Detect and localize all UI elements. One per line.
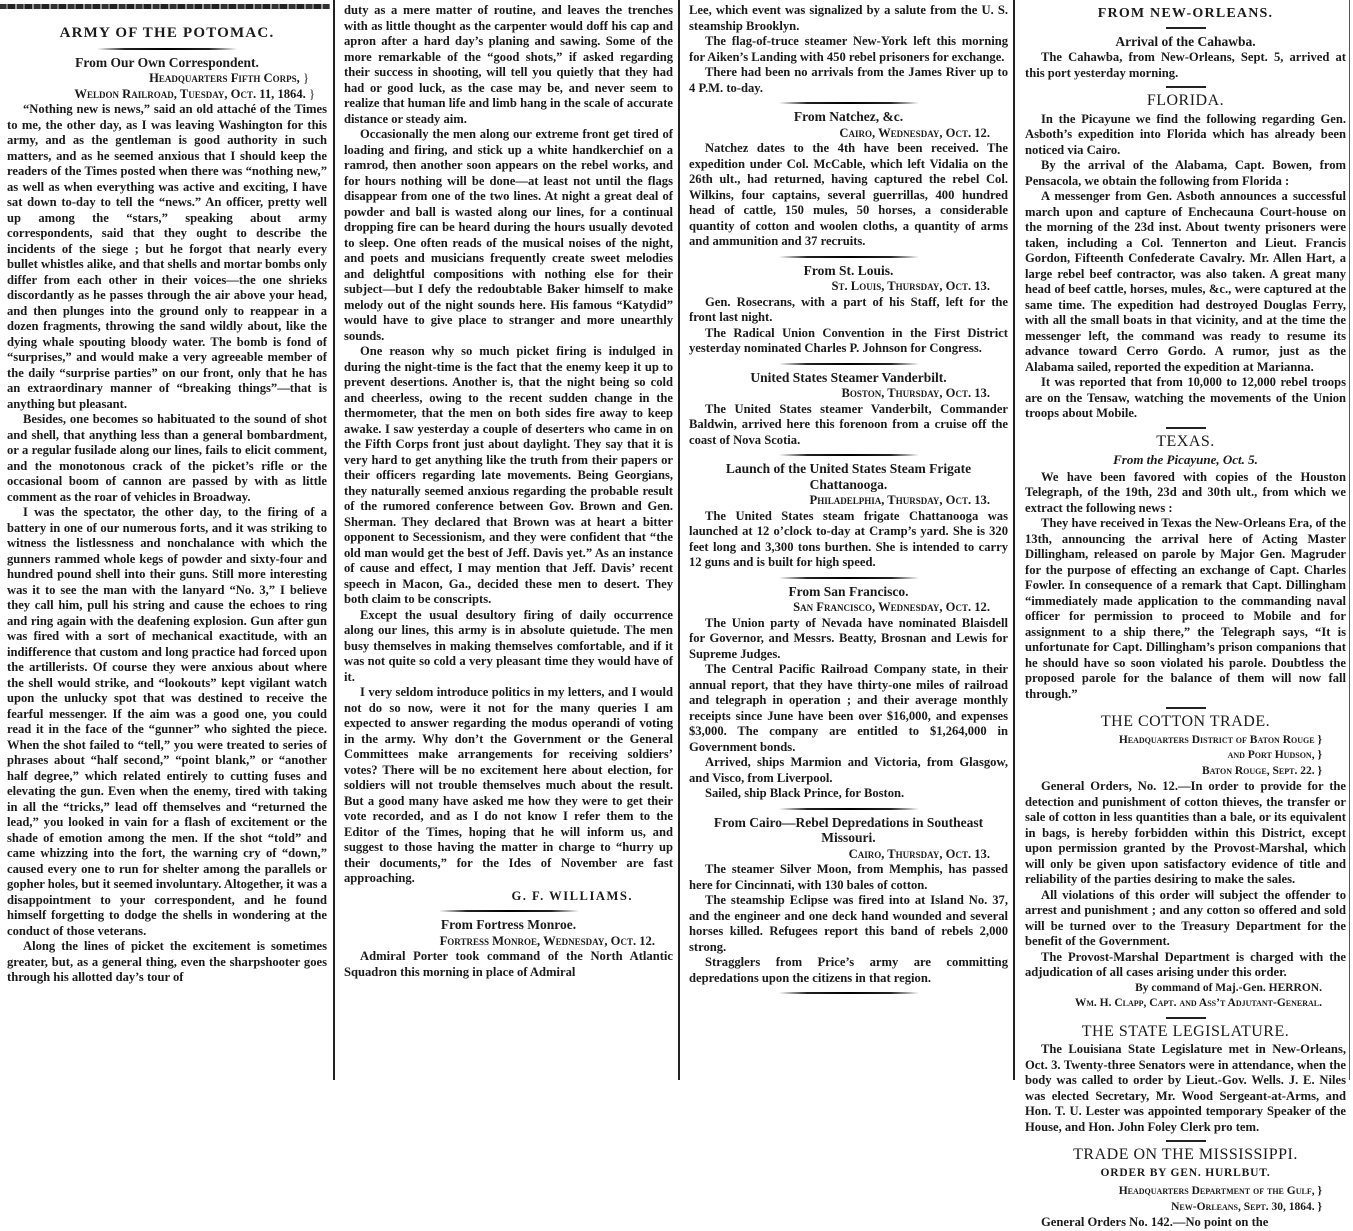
paragraph: The United States steam frigate Chattanooga was launched at 12 o’clock to-day at Cramp’s yard. She is 320 feet long and 3,300 tons burthen. She is intended to carry 12 guns and is built for high speed.: [689, 508, 1008, 569]
section-title: Arrival of the Cahawba.: [1115, 33, 1256, 49]
paragraph: All violations of this order will subject the offender to arrest and punishment ; and any cotton so offered and sold will be turned over to the Treasury Department for the benefit of the Government.: [1025, 887, 1346, 948]
section-title: THE STATE LEGISLATURE.: [1081, 1022, 1290, 1040]
paragraph: The Radical Union Convention in the First District yesterday nominated Charles P. Johnson for Congress.: [689, 325, 1008, 355]
paragraph: Lee, which event was signalized by a salute from the U. S. steamship Brooklyn.: [689, 3, 1008, 33]
ornamental-dash: [779, 256, 919, 258]
paragraph: Along the lines of picket the excitement is sometimes greater, but, as a general thing, even the sharpshooter goes through his allotted day’s tour of: [7, 939, 327, 984]
dateline-line-1: Headquarters Fifth Corps,: [149, 71, 300, 85]
section-title: Launch of the United States Steam Frigate Chattanooga.: [725, 461, 972, 492]
ornamental-dash: [779, 454, 919, 456]
paragraph: Admiral Porter took command of the North Atlantic Squadron this morning in place of Admiral: [344, 949, 673, 979]
ornamental-dash: [1166, 27, 1206, 29]
ornamental-dash: [779, 363, 919, 365]
dateline: Philadelphia, Thursday, Oct. 13.: [809, 493, 990, 507]
paragraph: The steamer Silver Moon, from Memphis, has passed here for Cincinnati, with 130 bales of cotton.: [689, 862, 1008, 892]
dateline: Headquarters Fifth Corps, }: [149, 71, 309, 85]
paragraph: Sailed, ship Black Prince, for Boston.: [705, 786, 905, 800]
ornamental-dash: [1166, 707, 1206, 709]
paragraph: The steamship Eclipse was fired into at Island No. 37, and the engineer and one deck hand wounded and several horses killed. Refugees report this band of rebels 2,000 strong.: [689, 893, 1008, 954]
ornamental-dash: [97, 48, 237, 50]
article-headline: FROM NEW-ORLEANS.: [1097, 6, 1274, 21]
section-title: TEXAS.: [1156, 432, 1215, 450]
paragraph: Gen. Rosecrans, with a part of his Staff, left for the front last night.: [689, 294, 1008, 324]
section-title: From San Francisco.: [788, 583, 909, 599]
paragraph: The Central Pacific Railroad Company state, in their annual report, that they have thirty-one miles of railroad and telegraph in operation ; and their average monthly receipts since June have been over $16,000, and expenses $3,000. The company are entitled to $1,264,000 in Government bonds.: [689, 662, 1008, 754]
paragraph: I very seldom introduce politics in my letters, and I would not do so now, were it not for the many queries I am expected to answer regarding the modus operandi of voting in the army. Why don’t the Government or the General Committees make arrangements for receiving soldiers’ votes? There will be no excitement here about election, for soldiers will not trouble themselves much about the result. But a good many have asked me how they were to get their vote recorded, and as I do not know I refer them to the Editor of the Times, hoping that he will inform us, and suggest to those having the matter in charge to “hurry up their documents,” for the Ides of November are fast approaching.: [344, 685, 673, 885]
paragraph: The flag-of-truce steamer New-York left this morning for Aiken’s Landing with 450 rebel prisoners for exchange.: [689, 34, 1008, 64]
paragraph: The Union party of Nevada have nominated Blaisdell for Governor, and Messrs. Beatty, Brosnan and Lewis for Supreme Judges.: [689, 615, 1008, 661]
dateline: San Francisco, Wednesday, Oct. 12.: [793, 600, 990, 614]
paragraph: There had been no arrivals from the James River up to 4 P.M. to-day.: [689, 65, 1008, 95]
paragraph: Except the usual desultory firing of daily occurrence along our lines, this army is in absolute quietude. The men busy themselves in making themselves comfortable, and if it was not quite so cold a very pleasant time they would have of it.: [344, 607, 673, 684]
ornamental-dash: [1166, 1140, 1206, 1142]
paragraph: The Louisiana State Legislature met in New-Orleans, Oct. 3. Twenty-three Senators were in attendance, when the body was called to order by Lieut.-Gov. Wells. J. E. Niles was elected Secretary, Mr. Wood Sergeant-at-Arms, and Hon. T. U. Lester was appointed temporary Speaker of the House, and Hon. John Foley Clerk pro tem.: [1025, 1042, 1346, 1134]
paragraph: Besides, one becomes so habituated to the sound of shot and shell, that anything less than a general bombardment, or a regular fusilade along our lines, fails to elicit comment, and the monotonous crack of the picket’s rifle or the occasional boom of cannon are passed by with as little comment as the roar of vehicles in Broadway.: [7, 412, 327, 504]
column-army-continued: [337, 0, 680, 1080]
paragraph: Natchez dates to the 4th have been received. The expedition under Col. McCable, which left Vidalia on the 26th ult., had returned, having captured the rebel Col. Wilkins, four captains, several guerrillas, 400 hundred head of cattle, 150 mules, 50 horses, a considerable quantity of cotton and woolen cloths, a quantity of arms and ammunition and 37 recruits.: [689, 141, 1008, 248]
dateline: Weldon Railroad, Tuesday, Oct. 11, 1864. }: [74, 86, 315, 101]
headquarters-line: and Port Hudson, }: [1227, 749, 1322, 761]
hq-line-1: Headquarters District of Baton Rouge: [1118, 733, 1315, 746]
headquarters-line: Headquarters District of Baton Rouge }: [1118, 733, 1322, 746]
paragraph: One reason why so much picket firing is indulged in during the night-time is the fact that the enemy keep it up to prevent desertions. Another is, that the night being so cold and cheerless, owing to the recent sudden change in the thermometer, that the men on both sides fire away to keep awake. I saw yesterday a couple of deserters who came in on the Fifth Corps front just about daylight. They say that it is very hard to get anything like the truth from their papers or their officers regarding late movements. Being Georgians, they naturally seemed anxious regarding the probable result of the rumored conference between Gov. Brown and Gen. Sherman. They declared that Brown was at heart a bitter opponent to Secessionism, and they were confident that “the old man would get the best of Jeff. Davis yet.” As an instance of cause and effect, I may mention that Jeff. Davis’ recent speech in Macon, Ga., decided these men to desert. They both claim to be conscripts.: [344, 344, 673, 606]
dateline: Cairo, Wednesday, Oct. 12.: [839, 125, 990, 140]
dateline-line-2: Weldon Railroad, Tuesday, Oct. 11, 1864.: [74, 86, 306, 101]
paragraph: The Cahawba, from New-Orleans, Sept. 5, arrived at this port yesterday morning.: [1025, 50, 1346, 80]
paragraph: General Orders No. 142.—No point on the: [1041, 1215, 1269, 1229]
paragraph: duty as a mere matter of routine, and leaves the trenches with as little thought as the carpenter would doff his cap and apron after a hard day’s planing and sawing. Some of the more remarkable of the “good shots,” if asked regarding their success in shooting, will tell you quietly that they had had or good luck, as the case may be, and never seem to realize that human life and limb hang in the scale of accurate distance or steady aim.: [344, 3, 673, 126]
hq-line-3: Baton Rouge, Sept. 22.: [1201, 764, 1315, 777]
paragraph: Arrived, ships Marmion and Victoria, from Glasgow, and Visco, from Liverpool.: [689, 755, 1008, 785]
section-subtitle: ORDER BY GEN. HURLBUT.: [1100, 1166, 1271, 1179]
dateline: Boston, Thursday, Oct. 13.: [841, 386, 990, 400]
article-byline: From Our Own Correspondent.: [75, 54, 259, 70]
ornamental-dash: [779, 992, 919, 994]
ornamental-dash: [1166, 1017, 1206, 1019]
ornamental-dash: [779, 102, 919, 104]
section-title: United States Steamer Vanderbilt.: [750, 369, 947, 385]
hq-line-2: New-Orleans, Sept. 30, 1864.: [1171, 1200, 1315, 1213]
column-dispatches: [682, 0, 1015, 1080]
command-line: By command of Maj.-Gen. HERRON.: [1135, 981, 1322, 994]
dateline: St. Louis, Thursday, Oct. 13.: [831, 279, 990, 293]
column-from-new-orleans: [1018, 0, 1353, 1229]
paragraph: The United States steamer Vanderbilt, Commander Baldwin, arrived here this forenoon from a cruise off the coast of Nova Scotia.: [689, 401, 1008, 447]
paragraph: Stragglers from Price’s army are committing depredations upon the citizens in that region.: [689, 955, 1008, 985]
signature: G. F. WILLIAMS.: [511, 888, 633, 903]
section-title: From St. Louis.: [803, 262, 894, 278]
column-army-of-the-potomac: [0, 0, 334, 1080]
paragraph: It was reported that from 10,000 to 12,000 rebel troops are on the Tensaw, watching the movements of the Union troops about Mobile.: [1025, 375, 1346, 420]
section-title: From Cairo—Rebel Depredations in Southeast Missouri.: [713, 814, 984, 845]
paragraph: Occasionally the men along our extreme front get tired of loading and firing, and stick up a white handkerchief on a ramrod, then another soon appears on the rebel works, and for hours nothing will be done—at least not until the flags disappear from one of the two lines. At night a great deal of powder and ball is wasted along our lines, for a continual dropping fire can be heard during the hours usually devoted to sleep. One often reads of the musical noises of the night, and poets and musicians frequently create sweet melodies and delightful compositions with nothing else for their subject—but I defy the redoubtable Baker himself to make melody out of the night sounds here. His famous “Katydid” would have to give place to stranger and more unearthly sounds.: [344, 127, 673, 343]
section-title: THE COTTON TRADE.: [1100, 713, 1271, 730]
paragraph: A messenger from Gen. Asboth announces a successful march upon and capture of Enchecauna Court-house on the morning of the 23d inst. About twenty prisoners were taken, including a Col. Tennerton and Lieut. Francis Gordon, Fifteenth Confederate Cavalry. Mr. Allen Hart, a large rebel beef contractor, was also taken. A great many head of beef cattle, horses, mules, &c., were captured at the same time. The expedition had destroyed Douglas Ferry, with all the small boats in that vicinity, and at the time the messenger left, the command was ready to resume its advance toward Cerro Gordo. A rumor, just as the Alabama sailed, reported the expedition at Marianna.: [1025, 189, 1346, 374]
paragraph: In the Picayune we find the following regarding Gen. Asboth’s expedition into Florida which has already been noticed via Cairo.: [1025, 111, 1346, 157]
section-title: FLORIDA.: [1146, 92, 1225, 109]
hq-line-2: and Port Hudson,: [1227, 749, 1315, 761]
command-line: Wm. H. Clapp, Capt. and Ass’t Adjutant-General.: [1074, 997, 1322, 1009]
section-source: From the Picayune, Oct. 5.: [1113, 452, 1258, 467]
ornamental-dash: [779, 808, 919, 810]
paragraph: General Orders, No. 12.—In order to provide for the detection and punishment of cotton thieves, the transfer or sale of cotton in less quantities than a bale, or its equivalent in bags, is hereby forbidden within this District, except upon permission granted by the Provost-Marshal, which will only be given upon satisfactory evidence of title and reliability of the parties desiring to make the sales.: [1025, 779, 1346, 886]
headquarters-line: New-Orleans, Sept. 30, 1864. }: [1171, 1200, 1322, 1213]
ornamental-dash: [1166, 427, 1206, 429]
paragraph: We have been favored with copies of the Houston Telegraph, of the 19th, 23d and 30th ult., from which we extract the following news :: [1025, 469, 1346, 515]
section-title: TRADE ON THE MISSISSIPPI.: [1073, 1146, 1298, 1163]
headquarters-line: Headquarters Department of the Gulf, }: [1118, 1185, 1322, 1197]
paragraph: “Nothing new is news,” said an old attaché of the Times to me, the other day, as I was leaving Washington for this army, and as the gentleman is good authority in such matters, and as he seemed anxious that I should keep the readers of the Times posted when there was “nothing new,” as well as when everything was active and exciting, I have sat down to-day to tell the “news.” An officer, pretty well up among the “stars,” speaking about army correspondents, said that they ought to describe the incidents of the siege ; but he forgot that nearly every bullet whistles alike, and that shells and mortar bombs only differ from each other in their voices—the one shrieks discordantly as he passes through the air above your head, and then plunges into the ground only to reappear in a dozen fragments, throwing the sand wildly about, like the dying whale spouting bloody water. The bomb is fond of “surprises,” and would make a very agreeable member of the daily “surprise parties” on our front, only that he has an extraordinary manner of “breaking things”—that is anything but pleasant.: [7, 102, 327, 411]
paragraph: The Provost-Marshal Department is charged with the adjudication of all cases arising under this order.: [1025, 949, 1346, 979]
paragraph: They have received in Texas the New-Orleans Era, of the 13th, announcing the arrival here of Acting Master Dillingham, released on parole by Major Gen. Magruder for the purpose of effecting an exchange of Capt. Charles Fowler. In consequence of a remark that Capt. Dillingham “immediately made application to the commanding naval officer for permission to proceed to Mobile and for assignment to a ship there,” the Telegraph says, “It is unfortunate for Capt. Dillingham’s prison companions that he should have so soon violated his parole. Doubtless the proposed parole for the balance of them will now fall through.”: [1025, 516, 1346, 701]
headquarters-line: Baton Rouge, Sept. 22. }: [1201, 764, 1322, 777]
article-headline: ARMY OF THE POTOMAC.: [59, 25, 275, 41]
section-title: From Fortress Monroe.: [440, 917, 577, 932]
dateline: Fortress Monroe, Wednesday, Oct. 12.: [439, 933, 655, 948]
ornamental-dash: [1166, 86, 1206, 88]
section-title: From Natchez, &c.: [793, 109, 904, 124]
dateline: Cairo, Thursday, Oct. 13.: [848, 846, 990, 861]
paragraph: I was the spectator, the other day, to the firing of a battery in one of our numerous forts, and it was striking to witness the listlessness and nonchalance with which the gunners rammed whole kegs of powder and sixty-four and hundred pound shell into their guns. Still more interesting was it to see the man with the lanyard “No. 3,” I believe they call him, pull his string and cause the echoes to ring and ring again with the deafening explosion. Gun after gun was fired with a sort of mechanical exactitude, with an indifference that custom and long practice had forced upon the artillerists. Of course they were anxious about where the shell would strike, and “lookouts” kept vigilant watch upon the unlucky spot that was destined to receive the fearful messenger. If the aim was a good one, you could read it in the face of the “gunner” who sighted the piece. When the shot failed to “tell,” you were treated to series of phrases about “half second,” “point blank,” or “another half degree,” which related entirely to cutting fuses and elevating the gun. Even when the enemy, tired with taking in all the “tricks,” lead off themselves and “returned the lead,” you looked in vain for a flash of excitement or the shade of emotion among the men. If the shot “told” and came whizzing into the fort, the warning cry of “down,” caused every one to run for shelter among the parallels or gopher holes, but it seemed involuntary. Altogether, it was a disappointment to your correspondent, and he found himself forgetting to dodge the shells in wondering at the conduct of those veterans.: [7, 505, 327, 938]
hq-line-1: Headquarters Department of the Gulf,: [1118, 1185, 1315, 1197]
ornamental-dash: [439, 910, 579, 912]
ornamental-dash: [779, 577, 919, 579]
paragraph: By the arrival of the Alabama, Capt. Bowen, from Pensacola, we obtain the following from Florida :: [1025, 158, 1346, 188]
